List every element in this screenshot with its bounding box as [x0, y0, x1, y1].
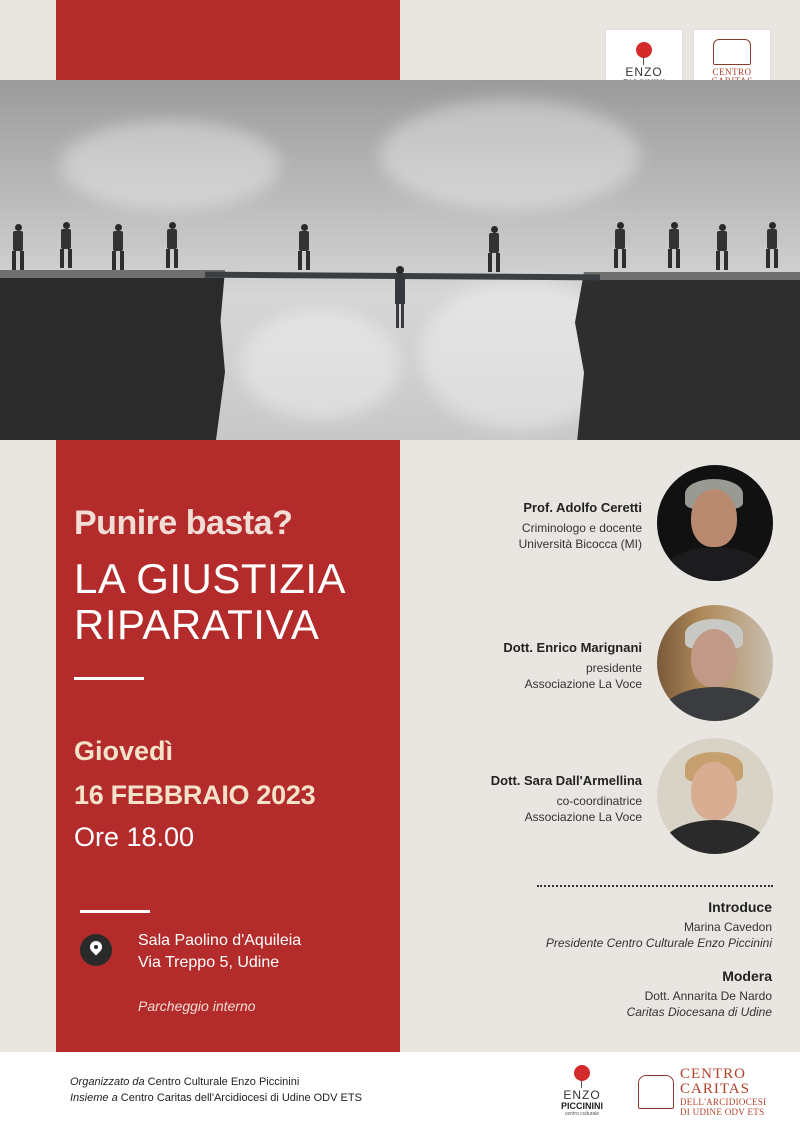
moderator-affiliation: Caritas Diocesana di Udine — [626, 1005, 772, 1019]
speaker-name: Dott. Sara Dall'Armellina — [490, 773, 642, 788]
event-date: 16 FEBBRAIO 2023 — [74, 780, 316, 810]
running-figure — [668, 222, 680, 268]
logo-enzo-text: ENZO — [563, 1087, 601, 1102]
running-figure — [488, 226, 500, 272]
logo-udine-text: DI UDINE ODV ETS — [680, 1107, 765, 1117]
running-figure — [614, 222, 626, 268]
venue-address: Via Treppo 5, Udine — [138, 954, 280, 971]
speaker-affiliation: Associazione La Voce — [524, 810, 642, 824]
moderator-person: Dott. Annarita De Nardo — [644, 989, 772, 1003]
logo-arcidiocesi-text: DELL'ARCIDIOCESI — [680, 1097, 767, 1107]
divider — [74, 677, 144, 680]
event-question: Punire basta? — [74, 504, 293, 542]
venue-name: Sala Paolino d'Aquileia — [138, 932, 302, 949]
speaker-role: Criminologo e docente — [521, 521, 642, 535]
speaker-name: Dott. Enrico Marignani — [503, 640, 642, 655]
caritas-figures-icon — [638, 1075, 674, 1109]
running-figure — [716, 224, 728, 270]
logo-centro-text: CENTRO — [680, 1066, 746, 1082]
event-day: Giovedì — [74, 736, 174, 766]
person-holding-bridge — [394, 266, 406, 328]
logo-enzo-text: ENZO — [625, 64, 663, 79]
together-prefix: Insieme a — [70, 1092, 118, 1104]
speaker-3 — [342, 773, 642, 825]
event-title-line2: RIPARATIVA — [74, 601, 320, 648]
dotted-separator — [537, 885, 773, 887]
footer-organized — [70, 1076, 299, 1088]
organizer-name: Centro Culturale Enzo Piccinini — [147, 1076, 300, 1088]
organized-prefix: Organizzato da — [70, 1076, 145, 1088]
partner-name: Centro Caritas dell'Arcidiocesi di Udine ODV ETS — [120, 1092, 362, 1104]
speaker-affiliation: Associazione La Voce — [524, 677, 642, 691]
footer — [0, 1052, 800, 1132]
balloon-icon — [636, 42, 652, 58]
running-figure — [766, 222, 778, 268]
divider — [80, 910, 150, 913]
footer-enzo-logo — [554, 1062, 610, 1120]
logo-centro-text: CENTRO — [712, 66, 752, 77]
running-figure — [112, 224, 124, 270]
logo-piccinini-text: PICCININI — [560, 1100, 603, 1111]
speaker-1-photo — [657, 465, 773, 581]
speaker-affiliation: Università Bicocca (MI) — [518, 537, 642, 551]
running-figure — [298, 224, 310, 270]
event-title-line1: LA GIUSTIZIA — [74, 555, 347, 602]
running-figure — [12, 224, 24, 270]
bridge-photo — [0, 80, 800, 440]
header-red-block — [56, 0, 400, 80]
speaker-2-photo — [657, 605, 773, 721]
left-cliff — [0, 270, 225, 440]
moderator-heading: Modera — [722, 968, 772, 984]
logo-centro-culturale-text: centro culturale — [564, 1110, 600, 1117]
speaker-name: Prof. Adolfo Ceretti — [523, 500, 642, 515]
caritas-figures-icon — [713, 39, 751, 65]
speaker-role: co-coordinatrice — [556, 794, 642, 808]
right-cliff — [575, 272, 800, 440]
running-figure — [60, 222, 72, 268]
speaker-1 — [342, 500, 642, 552]
speaker-3-photo — [657, 738, 773, 854]
intro-affiliation: Presidente Centro Culturale Enzo Piccinini — [545, 936, 772, 950]
location-pin-icon — [80, 934, 112, 966]
parking-note: Parcheggio interno — [138, 998, 256, 1014]
footer-together — [70, 1092, 362, 1104]
running-figure — [166, 222, 178, 268]
speaker-2 — [342, 640, 642, 692]
event-title — [74, 556, 346, 648]
logo-caritas-text: CARITAS — [680, 1081, 750, 1097]
intro-heading: Introduce — [708, 899, 772, 915]
event-time: Ore 18.00 — [74, 822, 195, 852]
intro-person: Marina Cavedon — [683, 920, 772, 934]
footer-caritas-logo — [638, 1068, 778, 1116]
speaker-role: presidente — [585, 661, 642, 675]
balloon-icon — [574, 1065, 590, 1081]
